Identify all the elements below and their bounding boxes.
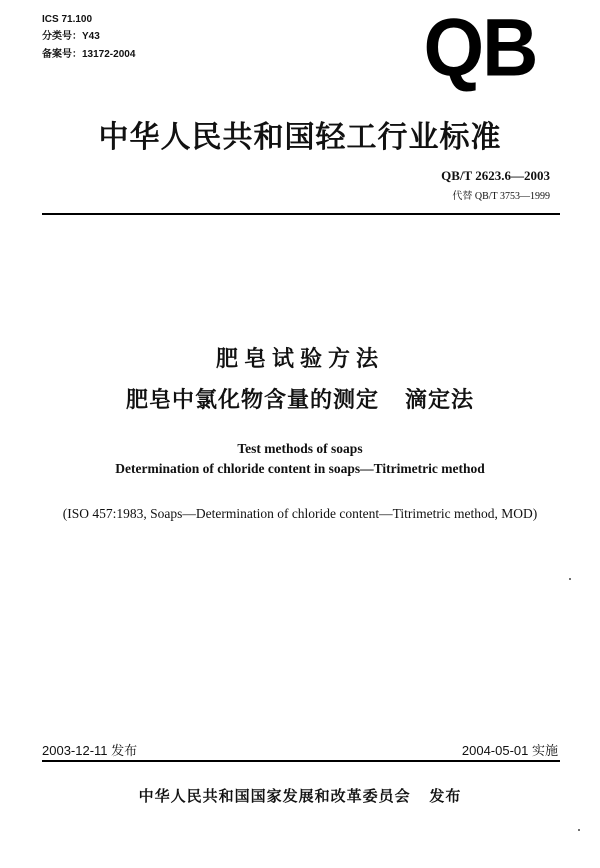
- classification-number: 分类号：Y43: [42, 31, 100, 42]
- top-divider: [42, 213, 560, 215]
- scan-speck: [569, 578, 571, 580]
- chinese-title-main: 肥皂试验方法: [215, 347, 384, 372]
- qb-logo: QB: [423, 0, 537, 94]
- ics-code: ICS 71.100: [42, 14, 93, 25]
- bottom-divider: [42, 760, 560, 762]
- english-title-main: Test methods of soaps: [237, 441, 363, 456]
- record-number: 备案号：13172-2004: [42, 49, 136, 60]
- scan-speck: [578, 829, 580, 831]
- publisher: 中华人民共和国国家发展和改革委员会 发布: [138, 787, 462, 805]
- standard-category-title: 中华人民共和国轻工行业标准: [98, 120, 502, 155]
- standard-number: QB/T 2623.6—2003: [441, 168, 550, 183]
- replaces-standard: 代替 QB/T 3753—1999: [452, 191, 550, 202]
- english-title-sub: Determination of chloride content in soaps—Titrimetric method: [115, 461, 485, 476]
- issue-date: 2003-12-11 发布: [42, 743, 138, 758]
- chinese-title-sub: 肥皂中氯化物含量的测定 滴定法: [126, 388, 474, 413]
- implementation-date: 2004-05-01 实施: [461, 743, 558, 758]
- iso-reference: (ISO 457:1983, Soaps—Determination of chloride content—Titrimetric method, MOD): [62, 506, 538, 521]
